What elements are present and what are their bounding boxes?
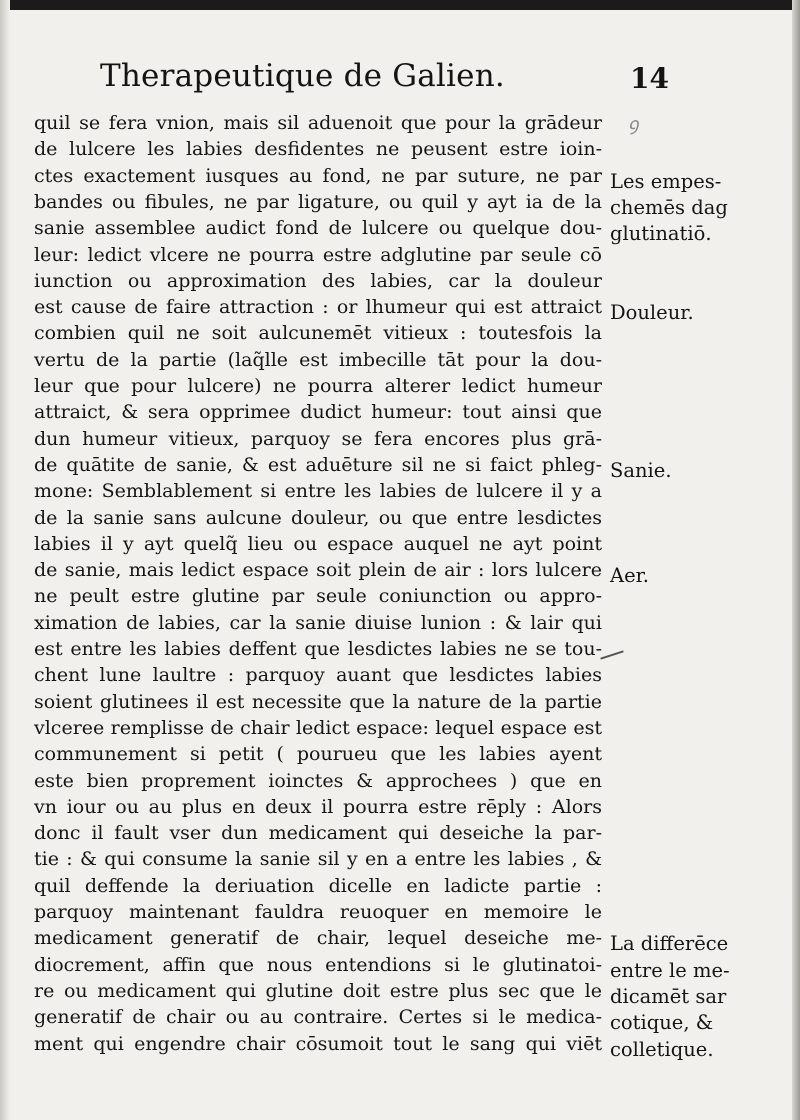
body-line: leur que pour lulcere) ne pourra alterer ledict humeur: [34, 375, 602, 397]
body-line: ctes exactement iusques au fond, ne par suture, ne par: [34, 164, 602, 187]
body-line: leur: ledict vlcere ne pourra estre adglutine par seule cō: [34, 243, 602, 266]
body-line: vertu de la partie (laq̃lle est imbecille tāt pour la dou-: [34, 348, 602, 371]
corner-mark: ꝯ: [628, 114, 639, 135]
body-line: re ou medicament qui glutine doit estre plus sec que le: [34, 979, 602, 1002]
body-line: chent lune laultre : parquoy auant que lesdictes labies: [34, 664, 602, 687]
margin-note-line: colletique.: [610, 1037, 714, 1061]
body-line: labies il y ayt quelq̃ lieu ou espace auquel ne ayt point: [34, 532, 602, 555]
margin-note-line: Douleur.: [610, 301, 694, 325]
body-line: vlceree remplisse de chair ledict espace: lequel espace est: [34, 716, 602, 739]
margin-note-line: dicamēt sar: [610, 984, 727, 1008]
margin-note-line: cotique, &: [610, 1011, 714, 1035]
margin-note-line: Sanie.: [610, 458, 672, 482]
body-line: medicament generatif de chair, lequel deseiche me-: [34, 927, 602, 950]
margin-note-line: chemēs dag: [610, 195, 728, 219]
body-line: bandes ou fibules, ne par ligature, ou quil y ayt ia de la: [34, 190, 602, 213]
body-line: ne peult estre glutine par seule coniunction ou appro-: [34, 585, 602, 608]
margin-note-line: Les empes-: [610, 169, 722, 193]
margin-note-line: Aer.: [610, 564, 649, 588]
body-line: attraict, & sera opprimee dudict humeur: tout ainsi que: [34, 401, 602, 424]
body-line: quil deffende la deriuation dicelle en ladicte partie :: [34, 874, 602, 897]
body-line: parquoy maintenant fauldra reuoquer en memoire le: [34, 901, 602, 923]
running-title: Therapeutique de Galien.: [100, 58, 505, 94]
body-line: iunction ou approximation des labies, car la douleur: [34, 269, 602, 292]
body-line: de quātite de sanie, & est aduēture sil ne si faict phleg-: [34, 453, 602, 476]
body-line: diocrement, affin que nous entendions si le glutinatoi-: [34, 953, 602, 976]
body-line: communement si petit ( pourueu que les labies ayent: [34, 743, 602, 766]
margin-note-line: La differēce: [610, 932, 729, 956]
body-line: quil se fera vnion, mais sil aduenoit que pour la grādeur: [34, 112, 602, 134]
body-line: este bien proprement ioinctes & approchees ) que en: [34, 769, 602, 792]
body-line: dun humeur vitieux, parquoy se fera encores plus grā-: [34, 427, 602, 450]
body-line: generatif de chair ou au contraire. Certes si le medica-: [34, 1006, 602, 1029]
scan-top-edge: [0, 0, 800, 10]
body-line: de lulcere les labies desfidentes ne peusent estre ioin-: [34, 138, 602, 161]
margin-note-line: entre le me-: [610, 958, 730, 982]
body-line: de sanie, mais ledict espace soit plein de air : lors lulcere: [34, 559, 602, 582]
body-line: mone: Semblablement si entre les labies de lulcere il y a: [34, 480, 602, 503]
body-line: combien quil ne soit aulcunemēt vitieux : toutesfois la: [34, 322, 602, 345]
body-line: tie : & qui consume la sanie sil y en a entre les labies , &: [34, 848, 602, 871]
body-line: vn iour ou au plus en deux il pourra estre rēply : Alors: [34, 795, 602, 818]
margin-note-line: glutinatiō.: [610, 222, 712, 246]
page-number: 14: [630, 62, 669, 95]
body-line: soient glutinees il est necessite que la nature de la partie: [34, 690, 602, 713]
body-line: est cause de faire attraction : or lhumeur qui est attraict: [34, 296, 602, 319]
scan-left-edge: [0, 0, 10, 1120]
body-line: ximation de labies, car la sanie diuise lunion : & lair qui: [34, 611, 602, 634]
body-line: sanie assemblee audict fond de lulcere ou quelque dou-: [34, 217, 602, 240]
body-line: de la sanie sans aulcune douleur, ou que entre lesdictes: [34, 506, 602, 529]
margin-tick-mark: [600, 650, 623, 659]
scan-right-edge: [792, 0, 800, 1120]
body-line: est entre les labies deffent que lesdictes labies ne se tou-: [34, 638, 602, 660]
body-line: donc il fault vser dun medicament qui deseiche la par-: [34, 822, 602, 845]
body-line: ment qui engendre chair cōsumoit tout le sang qui viēt: [34, 1032, 602, 1055]
